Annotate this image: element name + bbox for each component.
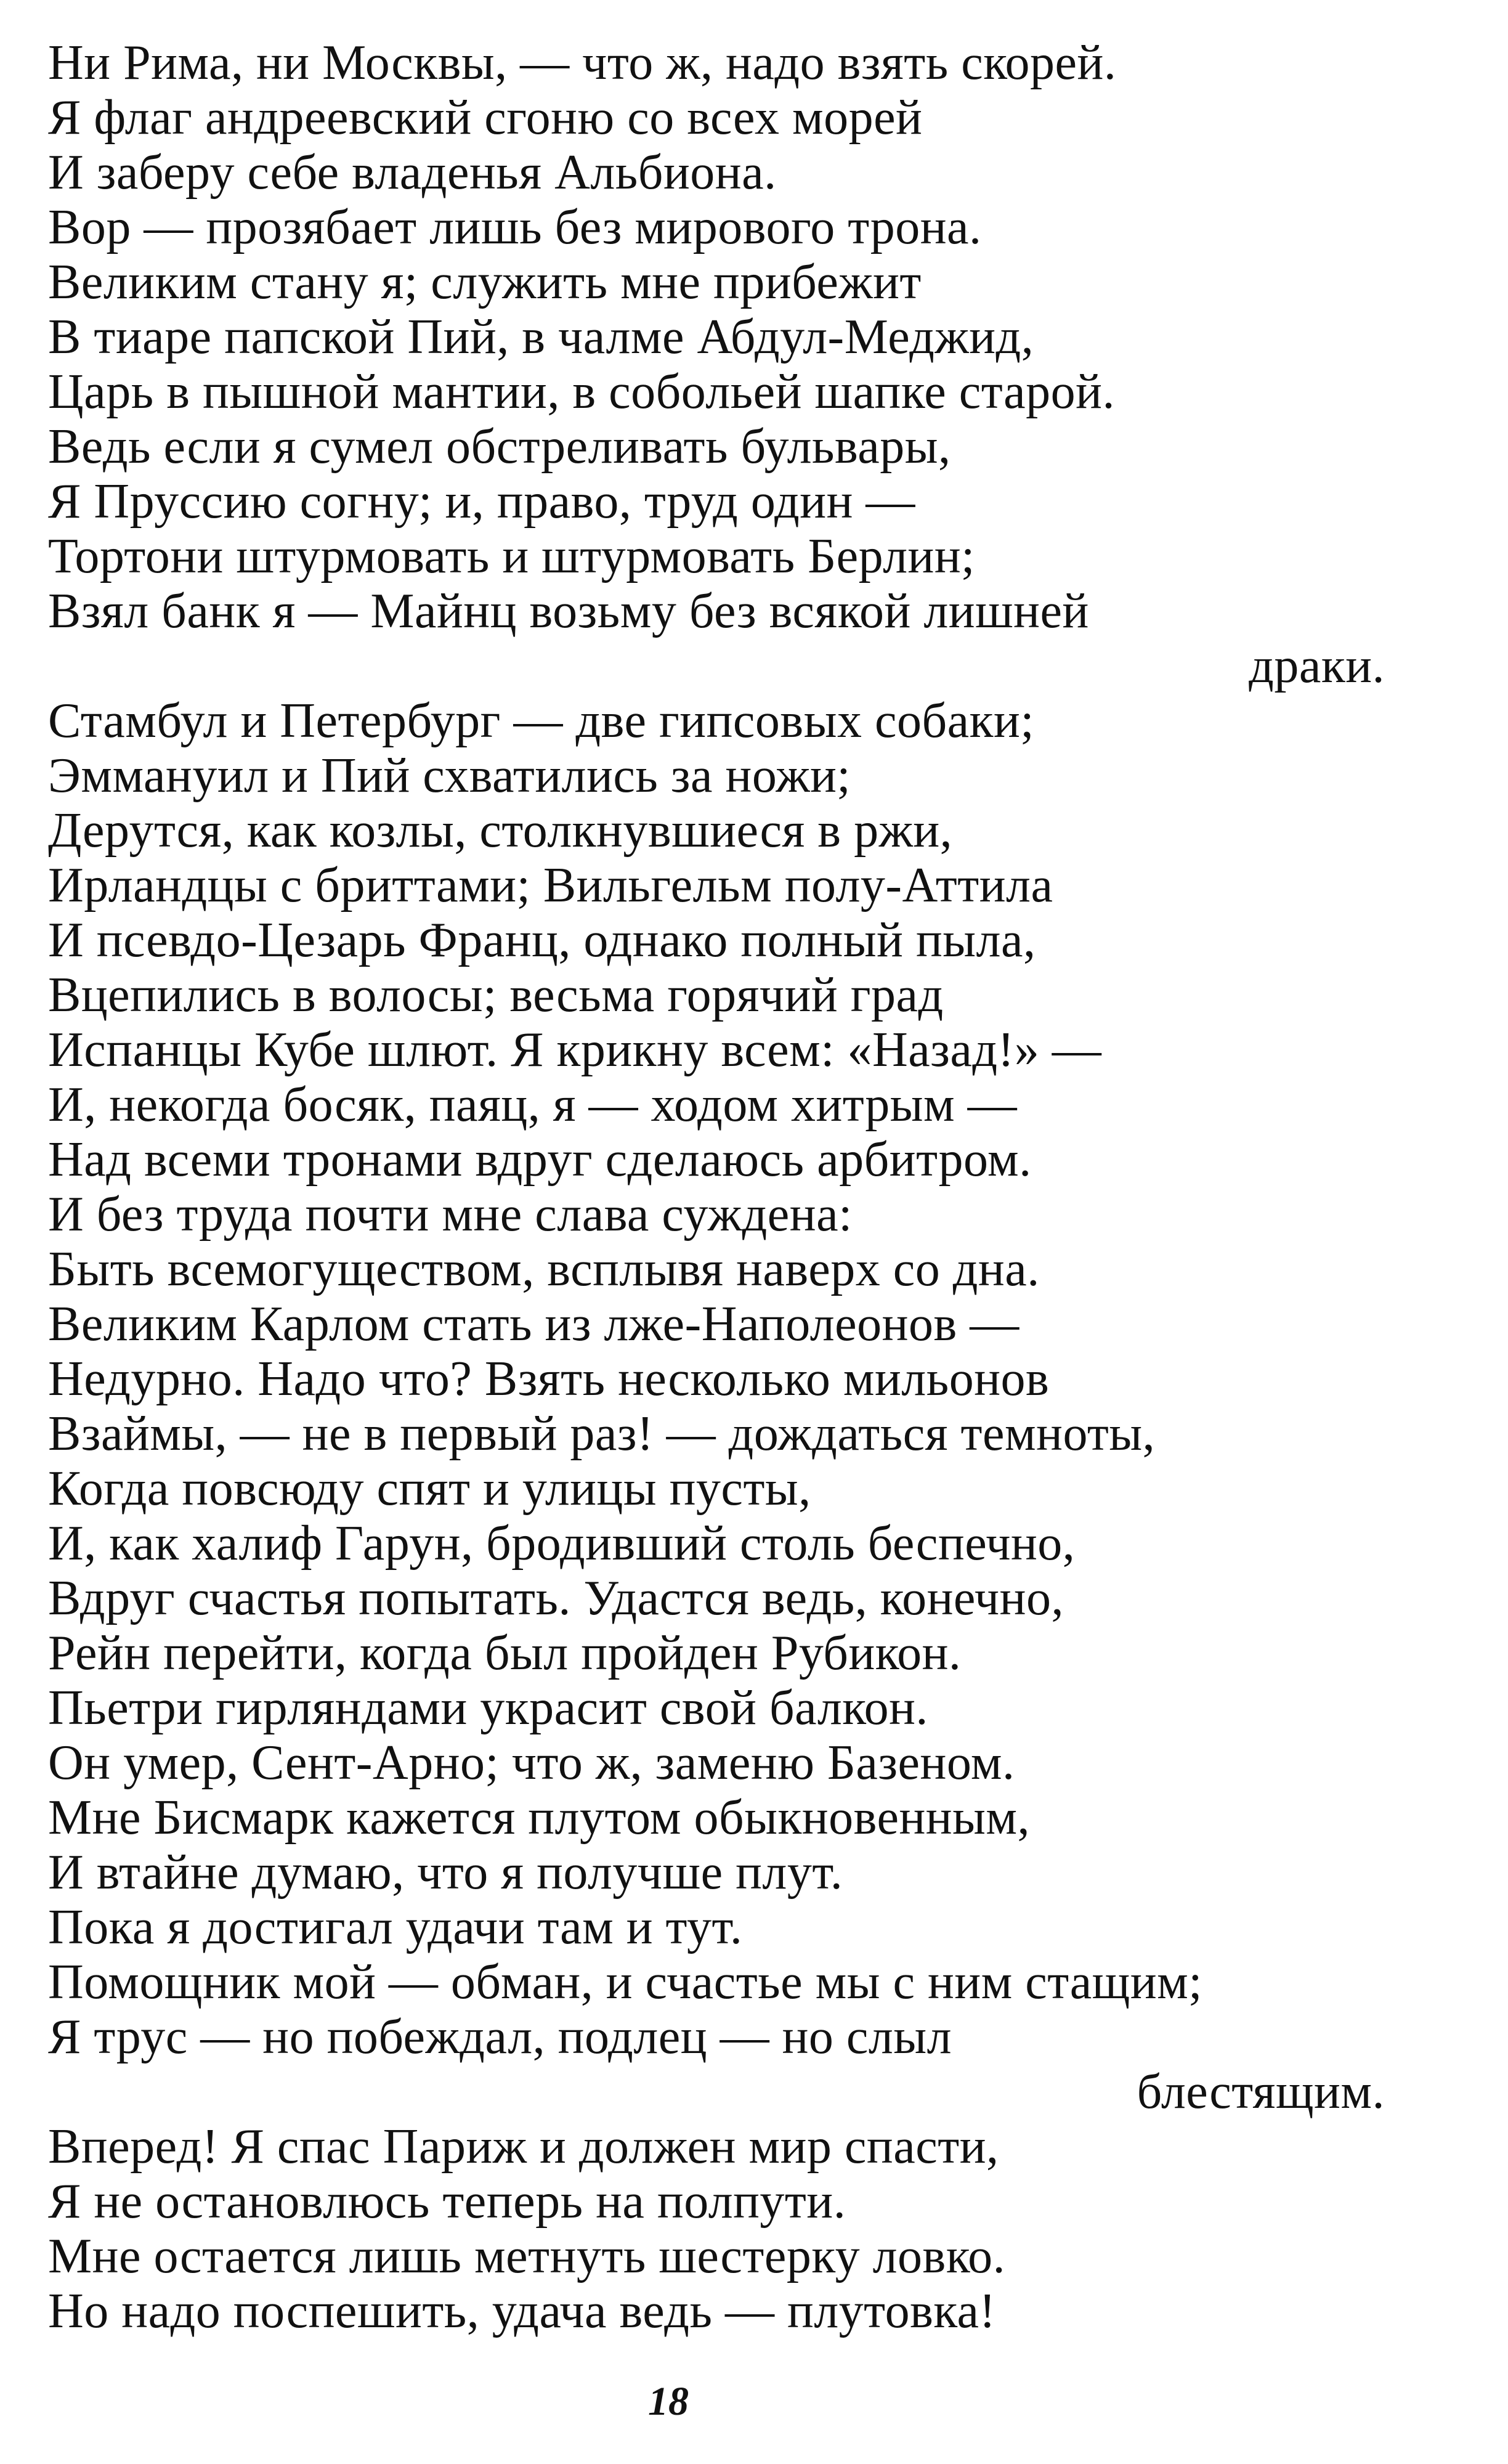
poem-line: Испанцы Кубе шлют. Я крикну всем: «Назад!» — xyxy=(48,1023,1102,1077)
poem-line: Вдруг счастья попытать. Удастся ведь, конечно, xyxy=(48,1571,1064,1625)
poem-line: Вор — прозябает лишь без мирового трона. xyxy=(48,200,982,254)
poem-line: Он умер, Сент-Арно; что ж, заменю Базеном. xyxy=(48,1736,1015,1790)
poem-line: Но надо поспешить, удача ведь — плутовка! xyxy=(48,2284,996,2338)
poem-line: И, некогда босяк, паяц, я — ходом хитрым — xyxy=(48,1078,1018,1132)
poem-line: Мне остается лишь метнуть шестерку ловко. xyxy=(48,2229,1006,2283)
poem-line: Я не остановлюсь теперь на полпути. xyxy=(48,2174,846,2229)
poem-line: И втайне думаю, что я получше плут. xyxy=(48,1845,843,1900)
poem-line: И псевдо-Цезарь Франц, однако полный пыла, xyxy=(48,913,1036,967)
poem-line: Над всеми тронами вдруг сделаюсь арбитром. xyxy=(48,1132,1032,1187)
poem-line-continuation: блестящим. xyxy=(1137,2065,1385,2119)
poem-line: Пьетри гирляндами украсит свой балкон. xyxy=(48,1681,928,1735)
poem-line: И без труда почти мне слава суждена: xyxy=(48,1187,853,1242)
poem-line: Стамбул и Петербург — две гипсовых собаки; xyxy=(48,694,1035,748)
poem-line-continuation: драки. xyxy=(1249,639,1385,693)
poem-line: Быть всемогуществом, всплывя наверх со дна. xyxy=(48,1242,1040,1296)
poem-line: Дерутся, как козлы, столкнувшиеся в ржи, xyxy=(48,803,953,858)
poem-line: Великим Карлом стать из лже-Наполеонов — xyxy=(48,1297,1020,1351)
poem-line: Ирландцы с бриттами; Вильгельм полу-Аттила xyxy=(48,858,1053,913)
poem-line: Я трус — но побеждал, подлец — но слыл xyxy=(48,2010,952,2064)
poem-line: И заберу себе владенья Альбиона. xyxy=(48,145,777,200)
poem-line: Взаймы, — не в первый раз! — дождаться темноты, xyxy=(48,1407,1156,1461)
poem-line: Пока я достигал удачи там и тут. xyxy=(48,1900,743,1954)
poem-line: Вцепились в волосы; весьма горячий град xyxy=(48,968,944,1022)
poem-line: Я флаг андреевский сгоню со всех морей xyxy=(48,91,923,145)
poem-line: Ни Рима, ни Москвы, — что ж, надо взять скорей. xyxy=(48,36,1117,90)
poem-line: Рейн перейти, когда был пройден Рубикон. xyxy=(48,1626,962,1680)
poem-line: Эммануил и Пий схватились за ножи; xyxy=(48,749,851,803)
poem-line: Тортони штурмовать и штурмовать Берлин; xyxy=(48,529,975,583)
poem-line: Царь в пышной мантии, в собольей шапке старой. xyxy=(48,365,1115,419)
poem-line: Помощник мой — обман, и счастье мы с ним стащим; xyxy=(48,1955,1202,2009)
poem-line: Я Пруссию согну; и, право, труд один — xyxy=(48,474,915,529)
poem-line: Взял банк я — Майнц возьму без всякой лишней xyxy=(48,584,1089,638)
poem-text xyxy=(48,36,1385,2339)
poem-line: И, как халиф Гарун, бродивший столь беспечно, xyxy=(48,1516,1076,1571)
poem-line: Ведь если я сумел обстреливать бульвары, xyxy=(48,420,951,474)
page-number: 18 xyxy=(648,2379,689,2424)
poem-line: Вперед! Я спас Париж и должен мир спасти, xyxy=(48,2120,999,2174)
poem-line: Мне Бисмарк кажется плутом обыкновенным, xyxy=(48,1791,1030,1845)
poem-line: Когда повсюду спят и улицы пусты, xyxy=(48,1462,811,1516)
poem-line: Недурно. Надо что? Взять несколько мильонов xyxy=(48,1352,1050,1406)
poem-line: В тиаре папской Пий, в чалме Абдул-Меджид, xyxy=(48,310,1034,364)
poem-line: Великим стану я; служить мне прибежит xyxy=(48,255,922,309)
